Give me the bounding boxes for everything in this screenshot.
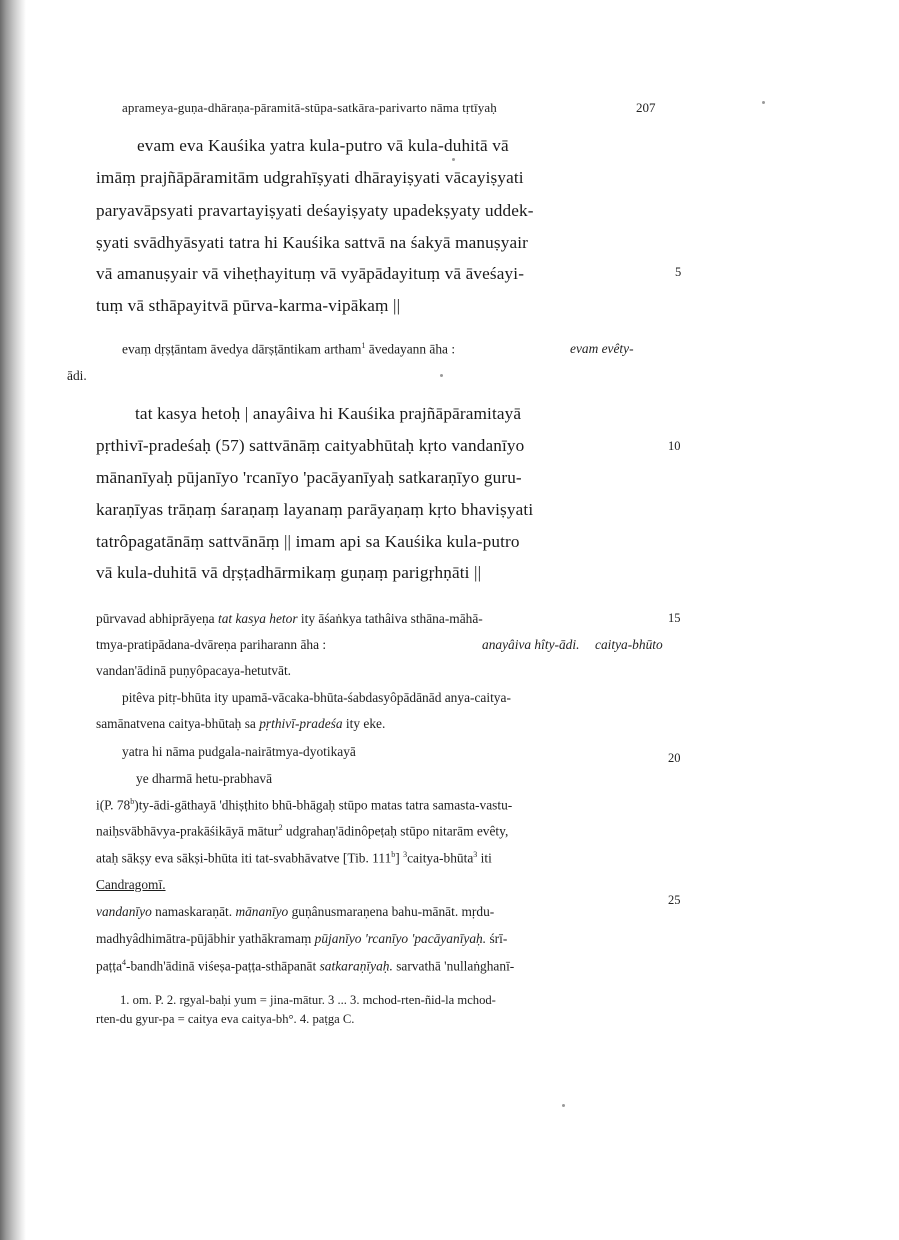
scan-edge-shadow	[0, 0, 26, 1240]
commentary2-line-12	[96, 904, 494, 920]
commentary2-line-6: yatra hi nāma pudgala-nairātmya-dyotikayā	[122, 744, 356, 759]
footnote-ref-4: 4	[122, 958, 127, 967]
scan-speck	[762, 101, 765, 104]
c2-l10-a: ataḥ sākṣy eva sākṣi-bhūta iti tat-svabhāvatve [Tib. 111	[96, 850, 392, 866]
footnote-ref-1: 1	[361, 341, 366, 350]
verse1-line-1: evam eva Kauśika yatra kula-putro vā kula-duhitā vā	[137, 136, 509, 155]
c2-l13-a: madhyâdhimātra-pūjābhir yathākramaṃ	[96, 931, 315, 946]
footnote-line-1: 1. om. P. 2. rgyal-baḥi yum = jina-mātur. 3 ... 3. mchod-rten-ñid-la mchod-	[120, 993, 496, 1007]
commentary2-line-7: ye dharmā hetu-prabhavā	[136, 771, 273, 786]
verse2-line-1: tat kasya hetoḥ | anayâiva hi Kauśika prajñāpāramitayā	[135, 404, 522, 423]
commentary1-line-1	[122, 341, 455, 357]
verse1-line-3: paryavāpsyati pravartayiṣyati deśayiṣyaty upadekṣyaty uddek-	[96, 201, 534, 220]
c2-l14-c: satkaraṇīyaḥ.	[319, 958, 393, 974]
verse1-line-6: tuṃ vā sthāpayitvā pūrva-karma-vipākaṃ ||	[96, 296, 401, 315]
footnote-ref-3a: 3	[403, 850, 408, 859]
verse1-line-5: vā amanuṣyair vā viheṭhayituṃ vā vyāpādayituṃ vā āveśayi-	[96, 264, 525, 283]
commentary2-line-1	[96, 611, 483, 627]
commentary1-italic: evam evêty-	[570, 341, 634, 356]
commentary2-line-9	[96, 823, 508, 839]
verse1-line-4: ṣyati svādhyāsyati tatra hi Kauśika sattvā na śakyā manuṣyair	[96, 233, 529, 252]
verse2-line-3: mānanīyaḥ pūjanīyo 'rcanīyo 'pacāyanīyaḥ satkaraṇīyo guru-	[96, 468, 522, 487]
page-number: 207	[636, 100, 656, 115]
c2-l14-d: sarvathā 'nullaṅghanī-	[392, 958, 515, 974]
c2-l2-b: anayâiva hîty-ādi.	[482, 637, 580, 652]
c2-l9-a: naiḥsvābhāvya-prakāśikāyā mātur	[96, 823, 279, 839]
commentary1-text-2: āvedayann āha :	[365, 341, 456, 357]
line-number-25: 25	[668, 893, 681, 907]
c2-l5-a: samānatvena caitya-bhūtaḥ sa	[96, 716, 256, 731]
c2-l10-sup1: b	[391, 850, 396, 859]
c2-l1-a: pūrvavad abhiprāyeṇa	[96, 611, 215, 626]
footnote-line-2: rten-du gyur-pa = caitya eva caitya-bh°. 4. paṭga C.	[96, 1012, 355, 1026]
commentary2-line-14	[96, 958, 514, 974]
c2-l5-c: ity eke.	[345, 716, 386, 731]
c2-l12-d: guṇânusmaraṇena bahu-mānāt. mṛdu-	[288, 904, 495, 919]
c2-l14-a: paṭṭa	[96, 958, 123, 974]
line-number-15: 15	[668, 611, 681, 625]
commentary2-line-4: pitêva pitṛ-bhūta ity upamā-vācaka-bhūta-śabdasyôpādānād anya-caitya-	[122, 690, 511, 705]
c2-l12-c: mānanīyo	[235, 904, 289, 919]
c2-l8-sup: b	[130, 797, 135, 806]
c2-l8-b: )ty-ādi-gāthayā 'dhiṣṭhito bhū-bhāgaḥ stūpo matas tatra samasta-vastu-	[134, 797, 513, 813]
running-head: aprameya-guṇa-dhāraṇa-pāramitā-stūpa-satkāra-parivarto nāma tṛtīyaḥ	[122, 100, 497, 115]
c2-l9-b: udgrahaṇ'ādinôpeṭaḥ stūpo nitarām evêty,	[282, 823, 509, 839]
verse2-line-2: pṛthivī-pradeśaḥ (57) sattvānāṃ caityabhūtaḥ kṛto vandanīyo	[96, 436, 525, 455]
commentary2-line-8	[96, 797, 512, 813]
c2-l2-c: caitya-bhūto	[595, 637, 663, 652]
verse2-line-4: karaṇīyas trāṇaṃ śaraṇaṃ layanaṃ parāyaṇaṃ kṛto bhaviṣyati	[96, 500, 534, 519]
c2-l2-a: tmya-pratipādana-dvāreṇa pariharann āha :	[96, 637, 327, 652]
verse2-line-5: tatrôpagatānāṃ sattvānāṃ || imam api sa Kauśika kula-putro	[96, 532, 520, 551]
scan-speck	[440, 374, 443, 377]
commentary1-text: evaṃ dṛṣṭāntam āvedya dārṣṭāntikam artham	[122, 341, 362, 357]
line-number-10: 10	[668, 439, 681, 453]
c2-l1-b: tat kasya hetor	[217, 611, 298, 626]
line-number-20: 20	[668, 751, 681, 765]
c2-l10-d: iti	[477, 850, 492, 866]
c2-l14-b: -bandh'ādinā viśeṣa-paṭṭa-sthāpanāt	[126, 958, 320, 974]
commentary2-line-13	[96, 931, 507, 947]
verse1-line-2: imāṃ prajñāpāramitām udgrahīṣyati dhārayiṣyati vācayiṣyati	[96, 168, 524, 187]
commentary2-line-5	[96, 716, 385, 732]
c2-l12-a: vandanīyo	[96, 904, 152, 919]
commentary2-line-11: Candragomī.	[96, 877, 166, 892]
c2-l8-a: i(P. 78	[96, 797, 131, 813]
scan-speck	[562, 1104, 565, 1107]
commentary1-line-2: ādi.	[67, 368, 87, 383]
scan-speck	[452, 158, 455, 161]
footnote-ref-3b: 3	[473, 850, 478, 859]
c2-l13-c: śrī-	[486, 931, 508, 946]
c2-l10-b: ]	[395, 850, 404, 866]
commentary2-line-3: vandan'ādinā puṇyôpacaya-hetutvāt.	[96, 663, 292, 678]
line-number-5: 5	[675, 265, 682, 279]
c2-l1-c: ity āśaṅkya tathâiva sthāna-māhā-	[300, 611, 483, 626]
c2-l10-c: caitya-bhūta	[407, 850, 474, 866]
c2-l5-b: pṛthivī-pradeśa	[259, 716, 343, 731]
c2-l13-b: pūjanīyo 'rcanīyo 'pacāyanīyaḥ.	[314, 931, 487, 946]
c2-l12-b: namaskaraṇāt.	[151, 904, 236, 919]
verse2-line-6: vā kula-duhitā vā dṛṣṭadhārmikaṃ guṇaṃ parigṛhṇāti ||	[96, 563, 482, 582]
footnote-ref-2: 2	[278, 823, 283, 832]
commentary2-line-2	[96, 637, 326, 653]
commentary2-line-10	[96, 850, 492, 866]
